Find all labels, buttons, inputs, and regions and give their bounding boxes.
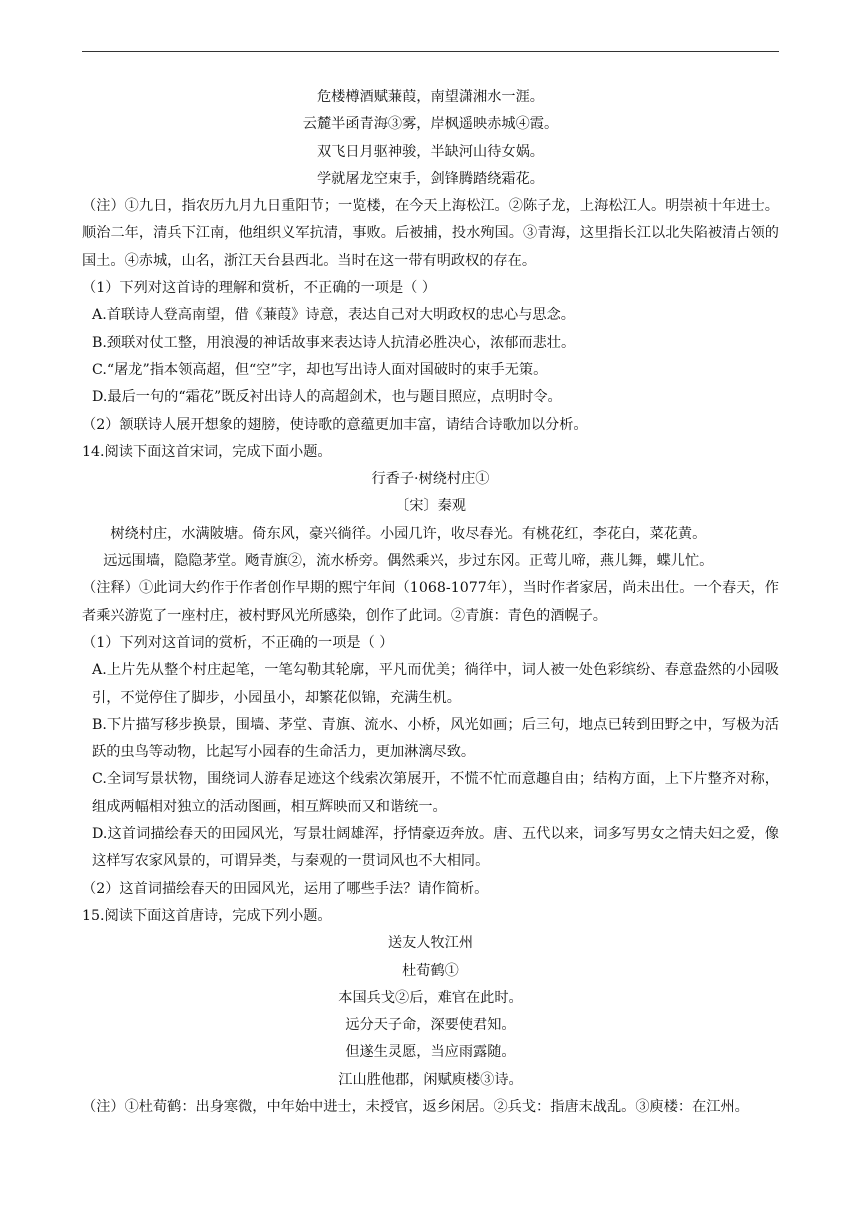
poem-note: （注）①杜荀鹤：出身寒微，中年始中进士，未授官，返乡闲居。②兵戈：指唐末战乱。③庾楼：在江州。 (82, 1098, 749, 1115)
poem-line: 江山胜他郡，闲赋庾楼③诗。 (338, 1071, 523, 1088)
poem-note: （注）①九日，指农历九月九日重阳节；一览楼，在今天上海松江。②陈子龙，上海松江人。明崇祯十年进士。顺治二年，清兵下江南，他组织义军抗清，事败。后被捕，投水殉国。③青海，这里指长江以北失陷被清占领的国土。④赤城，山名，浙江天台县西北。当时在这一带有明政权的存在。 (82, 198, 779, 269)
poem-paragraph: 远远围墙，隐隐茅堂。飏青旗②，流水桥旁。偶然乘兴，步过东冈。正莺儿啼，燕儿舞，蝶儿忙。 (103, 553, 714, 570)
question-heading: 15.阅读下面这首唐诗，完成下列小题。 (82, 907, 332, 924)
question-1: （1）下列对这首诗的理解和赏析，不正确的一项是（ ） (82, 280, 437, 297)
option-d: D.这首词描绘春天的田园风光，写景壮阔雄浑，抒情豪迈奔放。唐、五代以来，词多写男女之情夫妇之爱，像这样写农家风景的，可谓异类，与秦观的一贯词风也不大相同。 (92, 826, 779, 870)
document-body (82, 84, 779, 1121)
option-b: B.颈联对仗工整，用浪漫的神话故事来表达诗人抗清必胜决心，浓郁而悲壮。 (92, 334, 576, 351)
question-heading: 14.阅读下面这首宋词，完成下面小题。 (82, 443, 332, 460)
poem-line: 远分天子命，深要使君知。 (345, 1017, 516, 1034)
poem-line: 双飞日月驱神骏，半缺河山待女娲。 (316, 143, 544, 160)
option-a: A.首联诗人登高南望，借《蒹葭》诗意，表达自己对大明政权的忠心与思念。 (92, 307, 575, 324)
poem-line: 学就屠龙空束手，剑锋腾踏绕霜花。 (316, 170, 544, 187)
option-c: C.“屠龙”指本领高超，但“空”字，却也写出诗人面对国破时的束手无策。 (92, 361, 548, 378)
poem-title: 送友人牧江州 (387, 935, 474, 952)
option-b: B.下片描写移步换景，围墙、茅堂、青旗、流水、小桥，风光如画；后三句，地点已转到田野之中，写极为活跃的虫鸟等动物，比起写小园春的生命活力，更加淋漓尽致。 (92, 716, 779, 761)
question-2: （2）颔联诗人展开想象的翅膀，使诗歌的意蕴更加丰富，请结合诗歌加以分析。 (82, 416, 588, 433)
poem-line: 但遂生灵愿，当应雨露随。 (345, 1044, 516, 1061)
header-rule (82, 51, 779, 52)
poem-line: 云麓半函青海③雾，岸枫遥映赤城④霞。 (302, 116, 559, 133)
question-2: （2）这首词描绘春天的田园风光，运用了哪些手法？请作简析。 (82, 880, 489, 897)
poem-line: 危楼樽酒赋蒹葭，南望潇湘水一涯。 (316, 89, 544, 105)
poem-note: （注释）①此词大约作于作者创作早期的熙宁年间（1068-1077年），当时作者家居，尚未出仕。一个春天，作者乘兴游览了一座村庄，被村野风光所感染，创作了此词。②青旗：青色的酒幌子。 (82, 580, 779, 624)
poem-author: 杜荀鹤① (402, 962, 459, 979)
poem-title: 行香子·树绕村庄① (371, 471, 490, 488)
question-1: （1）下列对这首词的赏析，不正确的一项是（ ） (82, 634, 394, 651)
option-d: D.最后一句的“霜花”既反衬出诗人的高超剑术，也与题目照应，点明时令。 (92, 389, 562, 406)
poem-author: 〔宋〕秦观 (395, 498, 466, 515)
option-a: A.上片先从整个村庄起笔，一笔勾勒其轮廓，平凡而优美；徜徉中，词人被一处色彩缤纷、春意盎然的小园吸引，不觉停住了脚步，小园虽小，却繁花似锦，充满生机。 (92, 662, 779, 706)
option-c: C.全词写景状物，围绕词人游春足迹这个线索次第展开，不慌不忙而意趣自由；结构方面，上下片整齐对称，组成两幅相对独立的活动图画，相互辉映而又和谐统一。 (92, 771, 779, 815)
poem-paragraph: 树绕村庄，水满陂塘。倚东风，豪兴徜徉。小园几许，收尽春光。有桃花红，李花白，菜花黄。 (110, 525, 707, 542)
poem-line: 本国兵戈②后，难官在此时。 (338, 989, 523, 1006)
